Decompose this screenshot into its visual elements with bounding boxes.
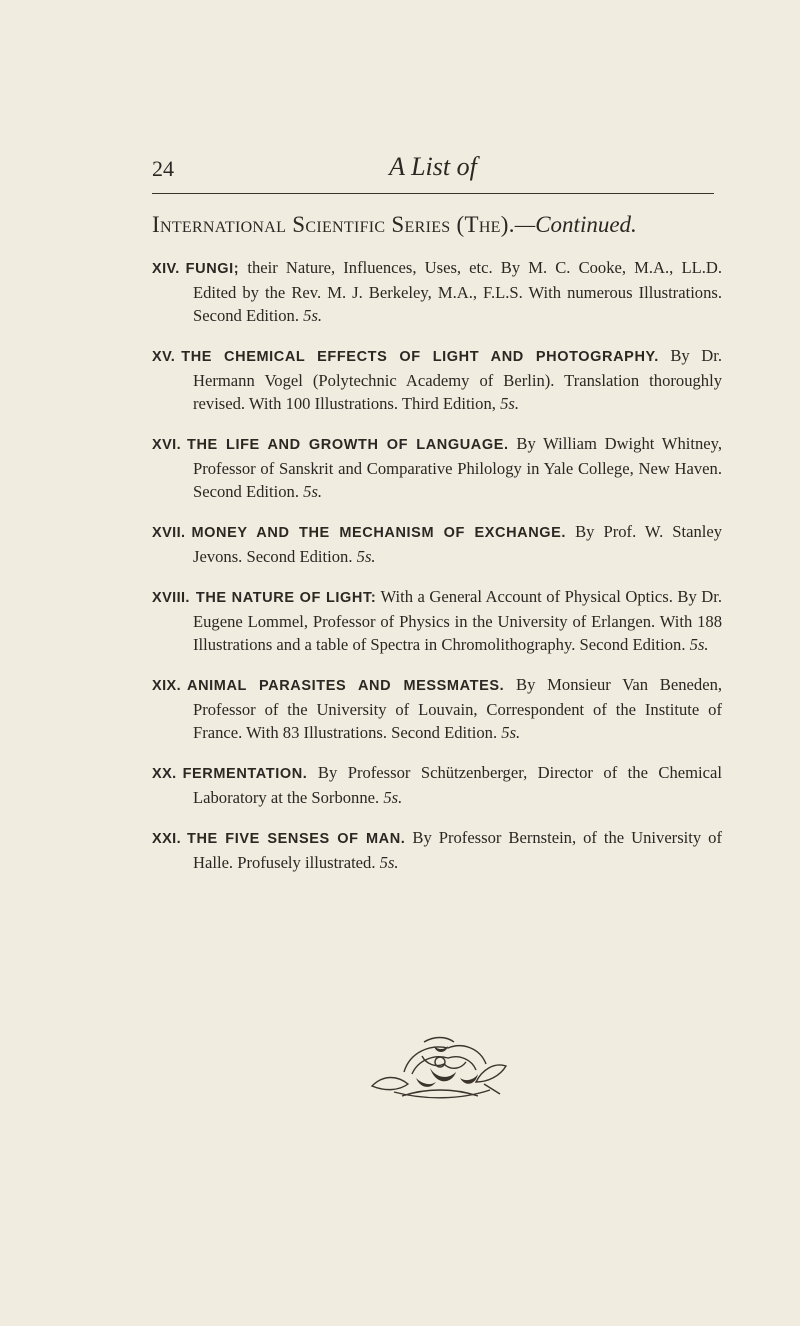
entry-number: XXI.	[152, 831, 181, 847]
entry-text: With a General Account of Physical Optics. By Dr. Eugene Lommel, Professor of Physics in the University of Erlangen. With 188 Illustrations and a table of Spectra in Chromolithography. Second Edition.	[193, 587, 722, 654]
entry-title: FERMENTATION.	[182, 766, 308, 782]
list-item	[152, 673, 722, 744]
entry-price: 5s.	[303, 306, 323, 325]
entry-title: THE LIFE AND GROWTH OF LANGUAGE.	[187, 437, 509, 453]
entry-text: By Dr. Hermann Vogel (Polytechnic Academy of Berlin). Translation thoroughly revised. With 100 Illustrations. Third Edition,	[193, 346, 722, 413]
floral-tailpiece-icon	[364, 1034, 514, 1102]
list-item	[152, 432, 722, 503]
running-title: A List of	[389, 152, 477, 181]
entry-title: THE FIVE SENSES OF MAN.	[187, 831, 406, 847]
series-heading	[152, 212, 722, 238]
entry-number: XIX.	[152, 678, 181, 694]
entry-title: THE NATURE OF LIGHT:	[195, 590, 377, 606]
header-rule	[152, 193, 714, 194]
list-item	[152, 520, 722, 568]
entry-text: By Professor Bernstein, of the University of Halle. Profusely illustrated.	[193, 828, 722, 872]
page-number: 24	[152, 156, 174, 181]
entry-title: THE CHEMICAL EFFECTS OF LIGHT AND PHOTOGRAPHY.	[181, 349, 659, 365]
entry-price: 5s.	[383, 788, 403, 807]
entry-number: XVIII.	[152, 590, 190, 606]
entry-title: MONEY AND THE MECHANISM OF EXCHANGE.	[191, 525, 567, 541]
entry-number: XIV.	[152, 261, 180, 277]
entry-text: By Monsieur Van Beneden, Professor of the University of Louvain, Correspondent of the Institute of France. With 83 Illustrations. Second Edition.	[193, 675, 723, 742]
entry-text: By Professor Schützenberger, Director of the Chemical Laboratory at the Sorbonne.	[193, 763, 722, 807]
entry-text: By Prof. W. Stanley Jevons. Second Edition.	[193, 522, 723, 566]
list-item	[152, 256, 722, 327]
entry-price: 5s.	[356, 547, 376, 566]
list-item	[152, 761, 722, 809]
entry-text: their Nature, Influences, Uses, etc. By M. C. Cooke, M.A., LL.D. Edited by the Rev. M. J. Berkeley, M.A., F.L.S. With numerous Illustrations. Second Edition.	[193, 258, 722, 325]
entry-price: 5s.	[500, 394, 519, 413]
entry-price: 5s.	[379, 853, 399, 872]
list-item	[152, 826, 722, 874]
entry-list	[152, 256, 722, 891]
entry-title: FUNGI;	[185, 261, 240, 277]
entry-title: ANIMAL PARASITES AND MESSMATES.	[187, 678, 505, 694]
entry-number: XVII.	[152, 525, 186, 541]
entry-text: By William Dwight Whitney, Professor of Sanskrit and Comparative Philology in Yale College, New Haven. Second Edition.	[193, 434, 722, 501]
list-item	[152, 585, 722, 656]
continued-label: —Continued.	[514, 212, 637, 237]
entry-number: XX.	[152, 766, 177, 782]
entry-number: XV.	[152, 349, 176, 365]
entry-price: 5s.	[303, 482, 323, 501]
entry-price: 5s.	[501, 723, 521, 742]
running-head	[152, 146, 714, 186]
list-item	[152, 344, 722, 415]
series-name: International Scientific Series (The).	[152, 212, 515, 237]
entry-number: XVI.	[152, 437, 181, 453]
entry-price: 5s.	[689, 635, 709, 654]
